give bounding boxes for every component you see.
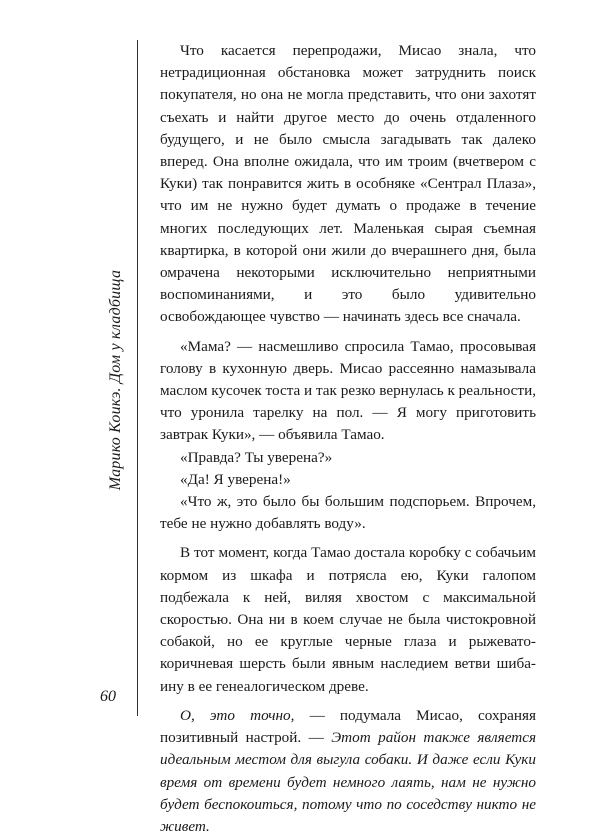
paragraph-7-italic-a: О, это точно, [180,706,295,724]
paragraph-6: В тот момент, когда Тамао достала коробку с собачьим кормом из шкафа и потрясла ею, Куки галопом подбежала к ней, виляя хвостом с максимальной скоростью. Она ни в коем случае не была чистокровной собакой, но ее круглые черные глаза и рыжевато-коричневая шерсть были явным наследием ветви шиба-ину в ее генеалогическом древе. [160,544,536,695]
paragraph-4: «Да! Я уверена!» [180,470,291,488]
vertical-rule [137,40,138,716]
paragraph-7-roman: — подумала Мисао, сохраняя позитивный настрой. — [160,706,536,747]
paragraph-7 [160,705,536,838]
paragraph-2: «Мама? — насмешливо спросила Тамао, просовывая голову в кухонную дверь. Мисао рассеянно намазывала маслом кусочек тоста и так резко вернулась к реальности, что уронила тарелку на пол. — Я могу приготовить завтрак Куки», — объявила Тамао. [160,337,536,444]
paragraph-7-italic-b: Этот район также является идеальным местом для выгула собаки. И даже если Куки время от времени будет немного лаять, нам не нужно будет беспокоиться, потому что по соседству никто не живет. [160,729,536,835]
page-number: 60 [100,688,116,705]
running-head: Марико Коикэ. Дом у кладбища [107,269,124,491]
body-text [160,40,536,838]
paragraph-1: Что касается перепродажи, Мисао знала, что нетрадиционная обстановка может затруднить поиск покупателя, но она не могла представить, что они захотят съехать и найти другое место до очень отдаленного будущего, и не было смысла загадывать так далеко вперед. Она вполне ожидала, что им троим (вчетвером с Куки) так понравится жить в особняке «Сентрал Плаза», что им не нужно будет думать о продаже в течение многих последующих лет. Маленькая сырая съемная квартирка, в которой они жили до вчерашнего дня, была омрачена некоторыми исключительно неприятными воспоминаниями, и это было удивительно освобождающее чувство — начинать здесь все сначала. [160,42,536,326]
paragraph-5: «Что ж, это было бы большим подспорьем. Впрочем, тебе не нужно добавлять воду». [160,493,536,533]
paragraph-3: «Правда? Ты уверена?» [180,448,333,466]
